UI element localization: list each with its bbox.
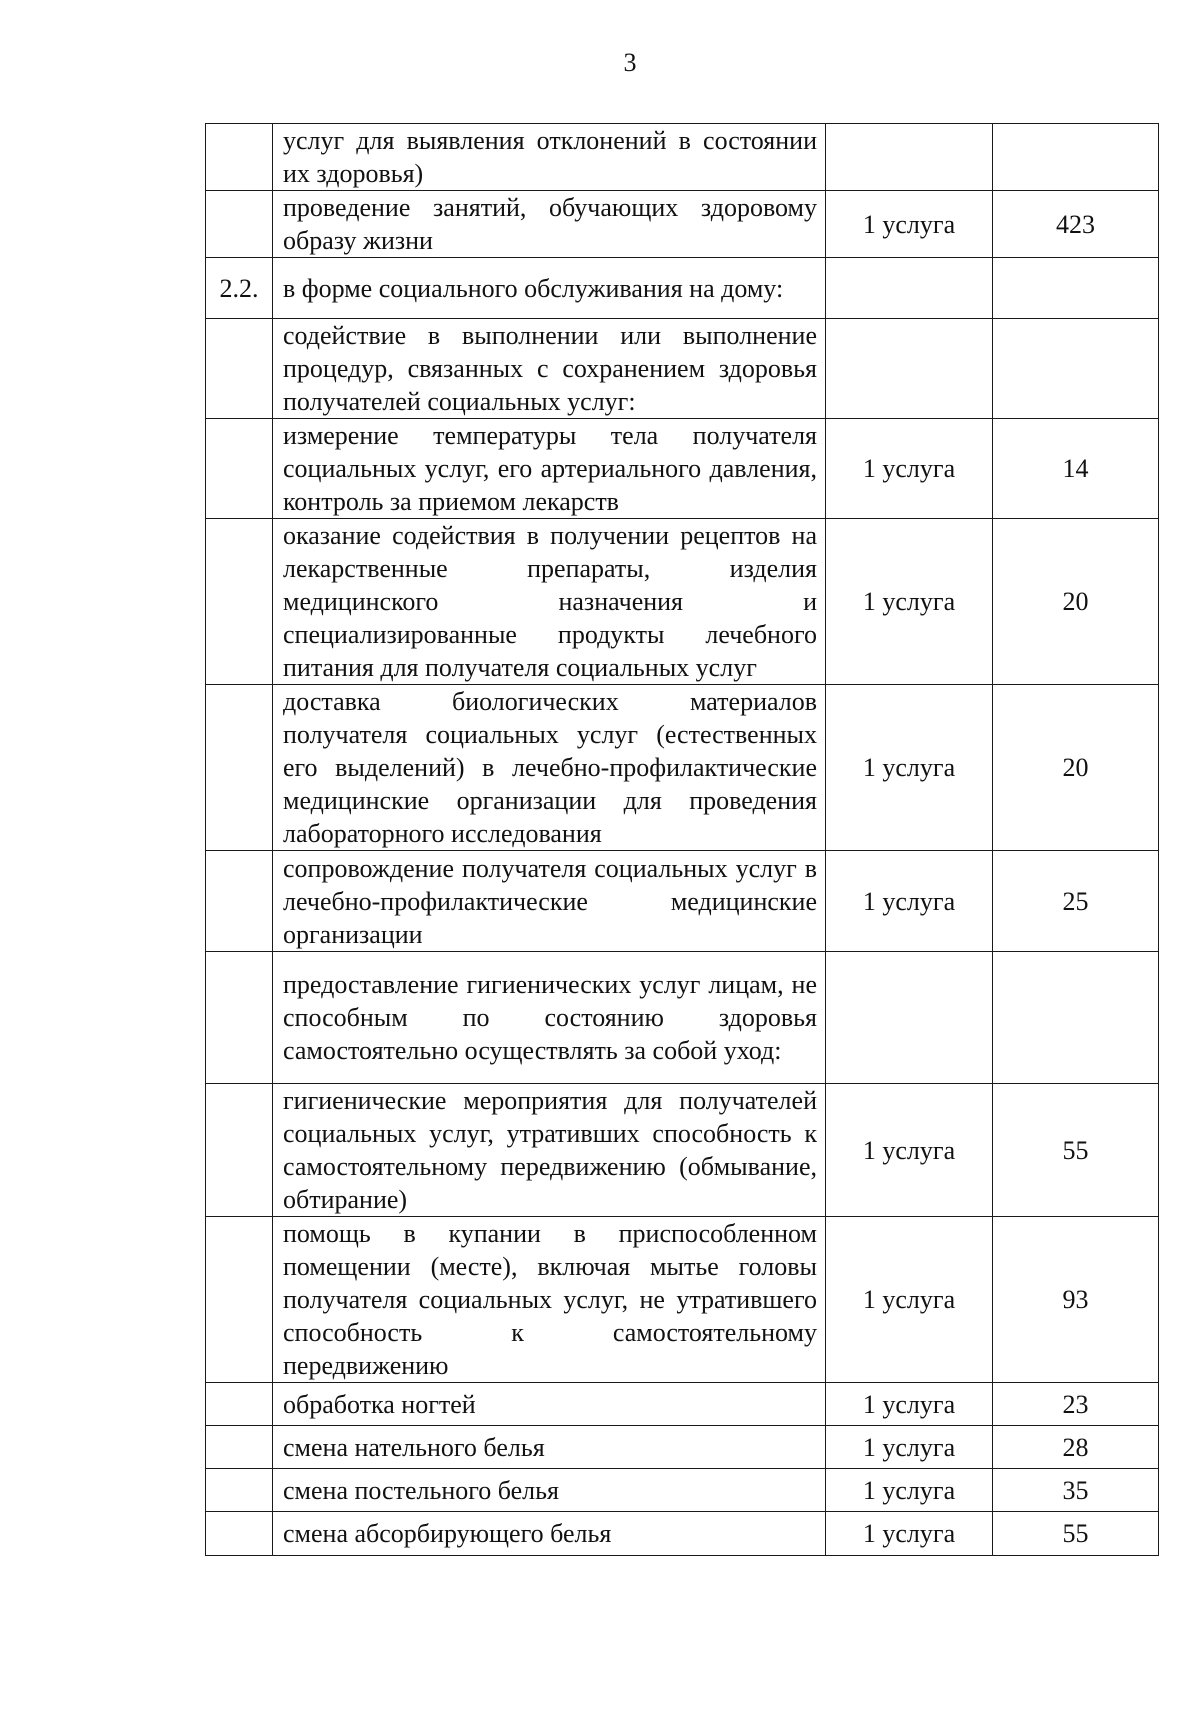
service-name-cell: помощь в купании в приспособленном помещении (месте), включая мытье головы получателя социальных услуг, не утратившего способность к самостоятельному передвижению [273,1217,826,1383]
table-row [206,319,1159,419]
price-cell [993,319,1159,419]
table-row [206,1426,1159,1469]
price-cell: 23 [993,1383,1159,1426]
unit-cell: 1 услуга [826,1512,993,1556]
service-name-cell: смена абсорбирующего белья [273,1512,826,1556]
row-number-cell [206,519,273,685]
price-cell: 20 [993,519,1159,685]
row-number-cell: 2.2. [206,258,273,319]
row-number-cell [206,1383,273,1426]
unit-cell: 1 услуга [826,1383,993,1426]
row-number-cell [206,952,273,1084]
unit-cell [826,258,993,319]
row-number-cell [206,319,273,419]
service-name-cell: оказание содействия в получении рецептов на лекарственные препараты, изделия медицинского назначения и специализированные продукты лечебного питания для получателя социальных услуг [273,519,826,685]
table-row [206,419,1159,519]
row-number-cell [206,1426,273,1469]
unit-cell [826,952,993,1084]
services-tariff-table [205,123,1159,1556]
service-name-cell: гигиенические мероприятия для получателей социальных услуг, утративших способность к самостоятельному передвижению (обмывание, обтирание) [273,1084,826,1217]
table-row [206,1217,1159,1383]
unit-cell: 1 услуга [826,419,993,519]
table-row [206,519,1159,685]
price-cell: 14 [993,419,1159,519]
unit-cell: 1 услуга [826,1084,993,1217]
price-cell [993,258,1159,319]
table-row [206,685,1159,851]
service-name-cell: измерение температуры тела получателя социальных услуг, его артериального давления, контроль за приемом лекарств [273,419,826,519]
service-name-cell: смена нательного белья [273,1426,826,1469]
table-row [206,1469,1159,1512]
price-cell: 28 [993,1426,1159,1469]
page-number: 3 [623,48,637,77]
price-cell: 93 [993,1217,1159,1383]
unit-cell: 1 услуга [826,1426,993,1469]
unit-cell: 1 услуга [826,851,993,952]
row-number-cell [206,124,273,191]
unit-cell: 1 услуга [826,519,993,685]
price-cell: 55 [993,1512,1159,1556]
row-number-cell [206,419,273,519]
unit-cell [826,124,993,191]
table-row [206,124,1159,191]
row-number-cell [206,1217,273,1383]
row-number-cell [206,1469,273,1512]
table-row [206,191,1159,258]
price-cell [993,952,1159,1084]
table-row [206,851,1159,952]
row-number-cell [206,191,273,258]
row-number-cell [206,851,273,952]
unit-cell: 1 услуга [826,685,993,851]
price-cell: 35 [993,1469,1159,1512]
table-row [206,1084,1159,1217]
unit-cell: 1 услуга [826,1217,993,1383]
service-name-cell: содействие в выполнении или выполнение процедур, связанных с сохранением здоровья получателей социальных услуг: [273,319,826,419]
price-cell: 55 [993,1084,1159,1217]
unit-cell [826,319,993,419]
service-name-cell: услуг для выявления отклонений в состоянии их здоровья) [273,124,826,191]
unit-cell: 1 услуга [826,1469,993,1512]
table-row [206,258,1159,319]
price-cell: 423 [993,191,1159,258]
unit-cell: 1 услуга [826,191,993,258]
table-row [206,1512,1159,1556]
row-number-cell [206,1512,273,1556]
price-cell [993,124,1159,191]
table-row [206,952,1159,1084]
row-number-cell [206,1084,273,1217]
service-name-cell: сопровождение получателя социальных услуг в лечебно-профилактические медицинские организации [273,851,826,952]
service-name-cell: проведение занятий, обучающих здоровому образу жизни [273,191,826,258]
service-name-cell: предоставление гигиенических услуг лицам, не способным по состоянию здоровья самостоятельно осуществлять за собой уход: [273,952,826,1084]
price-cell: 25 [993,851,1159,952]
service-name-cell: в форме социального обслуживания на дому: [273,258,826,319]
service-name-cell: смена постельного белья [273,1469,826,1512]
service-name-cell: обработка ногтей [273,1383,826,1426]
row-number-cell [206,685,273,851]
table-row [206,1383,1159,1426]
service-name-cell: доставка биологических материалов получателя социальных услуг (естественных его выделений) в лечебно-профилактические медицинские организации для проведения лабораторного исследования [273,685,826,851]
price-cell: 20 [993,685,1159,851]
